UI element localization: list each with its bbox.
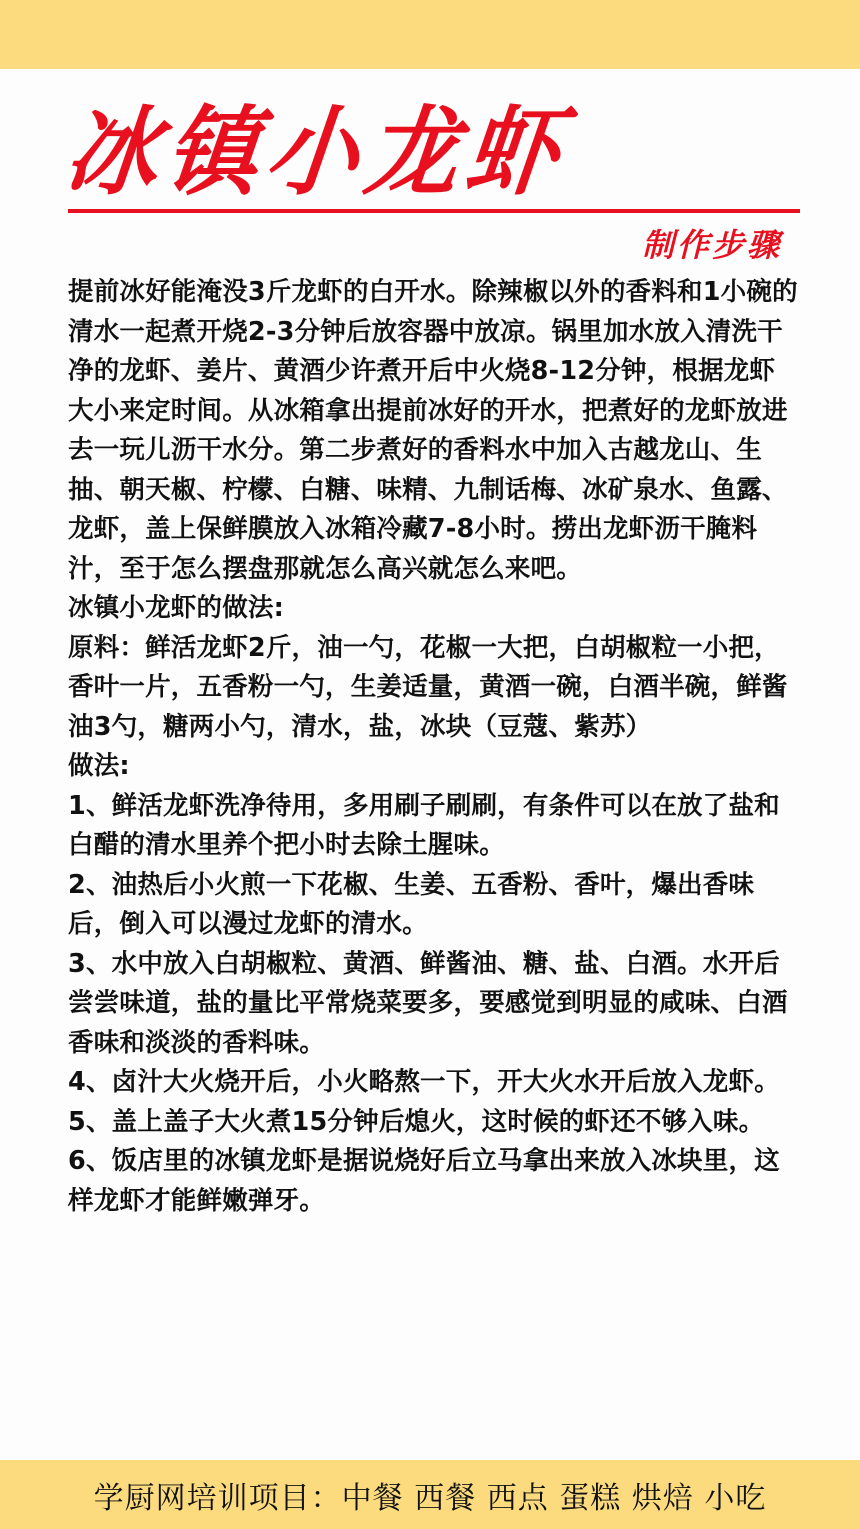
step-item: 6、饭店里的冰镇龙虾是据说烧好后立马拿出来放入冰块里，这样龙虾才能鲜嫩弹牙。	[68, 1146, 780, 1216]
intro-paragraph: 提前冰好能淹没3斤龙虾的白开水。除辣椒以外的香料和1小碗的清水一起煮开烧2-3分钟后放容器中放凉。锅里加水放入清洗干净的龙虾、姜片、黄酒少许煮开后中火烧8-12分钟，根据龙虾大小来定时间。从冰箱拿出提前冰好的开水，把煮好的龙虾放进去一玩儿沥干水分。第二步煮好的香料水中加入古越龙山、生抽、朝天椒、柠檬、白糖、味精、九制话梅、冰矿泉水、鱼露、龙虾，盖上保鲜膜放入冰箱冷藏7-8小时。捞出龙虾沥干腌料汁，至于怎么摆盘那就怎么高兴就怎么来吧。	[68, 277, 798, 584]
step-item: 3、水中放入白胡椒粒、黄酒、鲜酱油、糖、盐、白酒。水开后尝尝味道，盐的量比平常烧菜要多，要感觉到明显的咸味、白酒香味和淡淡的香料味。	[68, 948, 788, 1058]
method-heading: 冰镇小龙虾的做法:	[68, 593, 284, 623]
footer-banner	[0, 1460, 860, 1529]
page-title: 冰镇小龙虾	[60, 96, 572, 209]
step-item: 4、卤汁大火烧开后，小火略熬一下，开大火水开后放入龙虾。	[68, 1067, 780, 1097]
steps-heading: 做法:	[68, 751, 130, 781]
title-divider	[68, 209, 800, 213]
step-item: 5、盖上盖子大火煮15分钟后熄火，这时候的虾还不够入味。	[68, 1106, 765, 1137]
step-item: 2、油热后小火煎一下花椒、生姜、五香粉、香叶，爆出香味后，倒入可以漫过龙虾的清水。	[68, 869, 755, 939]
footer-text: 学厨网培训项目：中餐 西餐 西点 蛋糕 烘焙 小吃	[93, 1480, 767, 1516]
top-banner	[0, 0, 860, 69]
recipe-body	[68, 273, 798, 1221]
page-subtitle: 制作步骤	[641, 226, 782, 264]
ingredients-paragraph: 原料：鲜活龙虾2斤，油一勺，花椒一大把，白胡椒粒一小把，香叶一片，五香粉一勺，生姜适量，黄酒一碗，白酒半碗，鲜酱油3勺，糖两小勺，清水，盐，冰块（豆蔻、紫苏）	[68, 632, 788, 742]
step-item: 1、鲜活龙虾洗净待用，多用刷子刷刷，有条件可以在放了盐和白醋的清水里养个把小时去除土腥味。	[68, 790, 780, 860]
